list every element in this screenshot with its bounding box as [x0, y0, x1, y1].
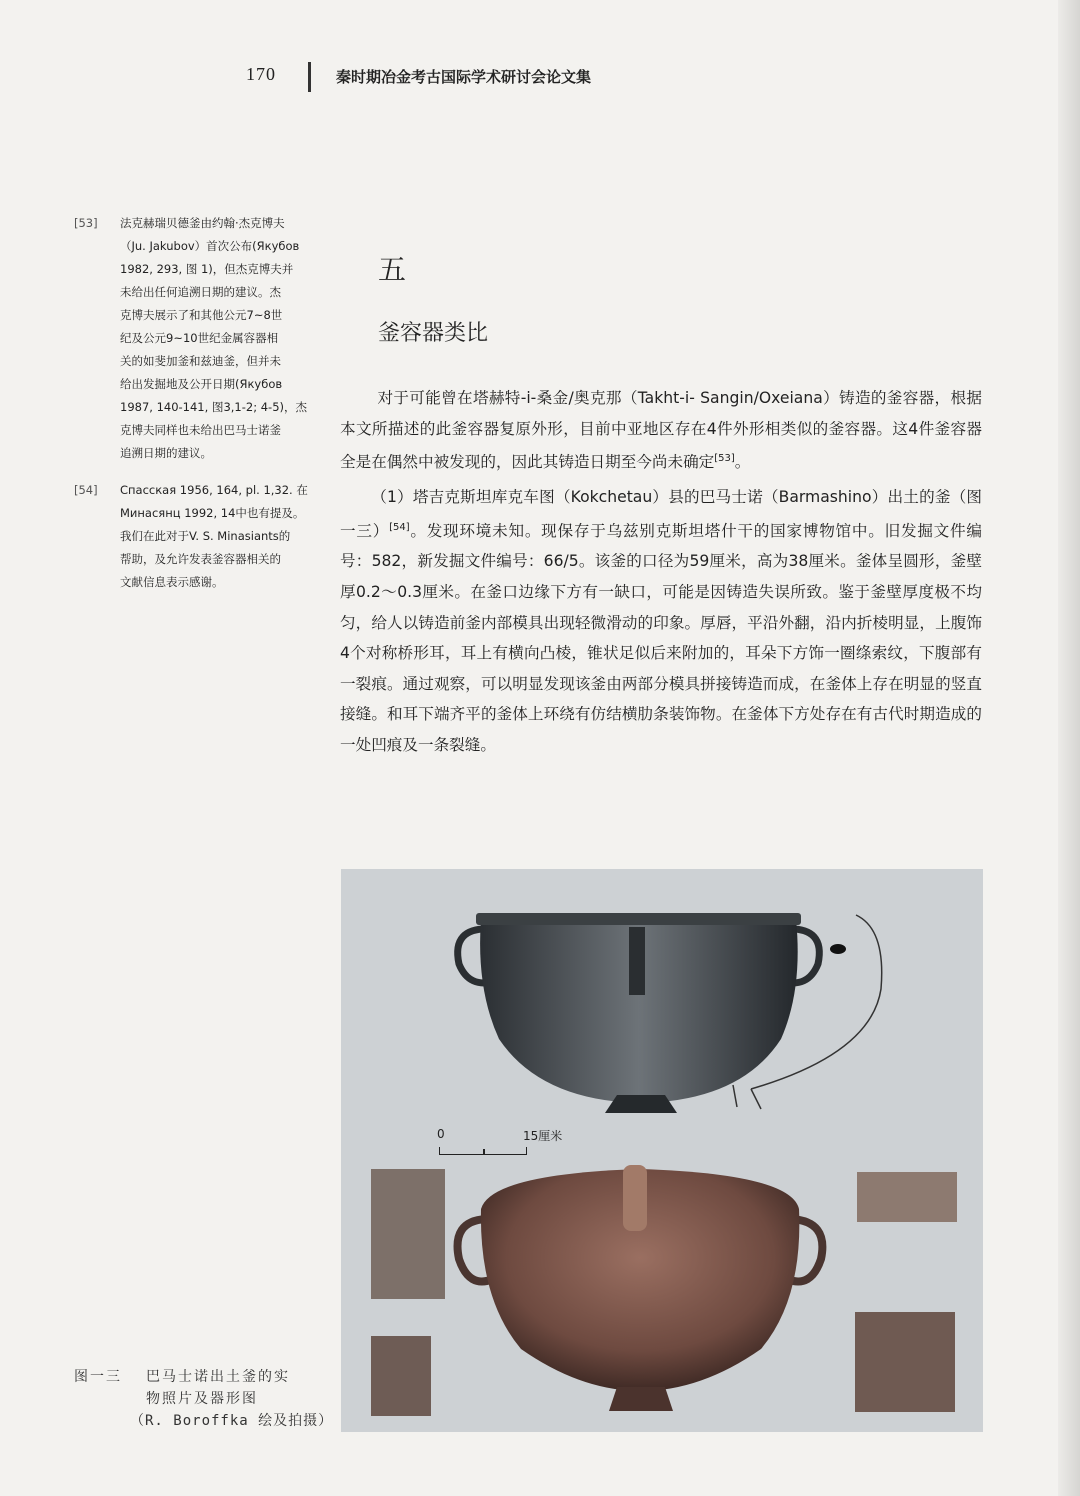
figure-13 [341, 869, 983, 1432]
scale-zero-label: 0 [437, 1127, 445, 1141]
detail-photo-2 [371, 1336, 431, 1416]
caption-line: 物照片及器形图 [146, 1391, 258, 1407]
paragraph-text: 。发现环境未知。现保存于乌兹别克斯坦塔什干的国家博物馆中。旧发掘文件编号：582，新发掘文件编号：66/5。该釜的口径为59厘米，高为38厘米。釜体呈圆形，釜壁厚0.2～0.3厘米。在釜口边缘下方有一缺口，可能是因铸造失误所致。鉴于釜壁厚度极不均匀，给人以铸造前釜内部模具出现轻微滑动的印象。厚唇，平沿外翻，沿内折棱明显，上腹饰4个对称桥形耳，耳上有横向凸棱，锥状足似后来附加的，耳朵下方饰一圈绦索纹，下腹部有一裂痕。通过观察，可以明显发现该釜由两部分模具拼接铸造而成，在釜体上存在明显的竖直接缝。和耳下端齐平的釜体上环绕有仿结横肋条装饰物。在釜体下方处存在有古代时期造成的一处凹痕及一条裂缝。 [340, 521, 982, 754]
paragraph-1 [340, 383, 982, 478]
footnote-text: Спасская 1956, 164, pl. 1,32. 在 Минасянц 1992, 14中也有提及。 我们在此对于V. S. Minasiants的 帮助，及允许发表釜容器相关的 文献信息表示感谢。 [120, 483, 308, 589]
paragraph-text: （1）塔吉克斯坦库克车图（Kokchetau）县的巴马士诺（Barmashino）出土的釜（图一三） [340, 487, 982, 540]
footnote-number: [53] [74, 216, 98, 230]
caption-label: 图一三 [74, 1369, 122, 1385]
paragraph-text: 。 [734, 453, 751, 472]
footnote-53 [74, 212, 318, 465]
footnote-column [74, 212, 318, 608]
detail-photo-4 [855, 1312, 955, 1412]
page-number: 170 [246, 64, 276, 84]
header-divider [308, 62, 311, 92]
footnote-ref[interactable]: [54] [389, 521, 410, 533]
paragraph-text: 对于可能曾在塔赫特-i-桑金/奥克那（Takht-i- Sangin/Oxeiana）铸造的釜容器，根据本文所描述的此釜容器复原外形，目前中亚地区存在4件外形相类似的釜容器。这4件釜容器全是在偶然中被发现的，因此其铸造日期至今尚未确定 [340, 389, 982, 472]
detail-photo-3 [857, 1172, 957, 1222]
footnote-text: 法克赫瑞贝德釜由约翰·杰克博夫 （Ju. Jakubov）首次公布(Якубов 1982, 293, 图 1)，但杰克博夫并 未给出任何追溯日期的建议。杰 克博夫展示了和其他公元7~8世 纪及公元9~10世纪金属容器相 关的如斐加釜和兹迪釜，但并未 给出发掘地及公开日期(Якубов 1987, 140-141, 图3,1-2; 4-5)，杰 克博夫同样也未给出巴马士诺釜 追溯日期的建议。 [120, 216, 307, 460]
footnote-54 [74, 479, 318, 594]
footnote-ref[interactable]: [53] [714, 453, 735, 465]
paragraph-2 [340, 482, 982, 761]
section-number: 五 [378, 253, 407, 286]
detail-photo-1 [371, 1169, 445, 1299]
caption-line: 巴马士诺出土釜的实 [146, 1369, 290, 1385]
photo-ear [623, 1165, 647, 1231]
photo-foot [609, 1387, 673, 1411]
scale-unit-label: 15厘米 [523, 1129, 563, 1143]
cauldron-photo [341, 869, 983, 1432]
running-header-title: 秦时期冶金考古国际学术研讨会论文集 [336, 68, 592, 86]
footnote-number: [54] [74, 483, 98, 497]
page-edge-shadow [1058, 0, 1080, 1496]
body-text [340, 383, 982, 761]
section-title: 釜容器类比 [378, 321, 489, 346]
caption-credit: （R. Boroffka 绘及拍摄） [130, 1413, 334, 1429]
